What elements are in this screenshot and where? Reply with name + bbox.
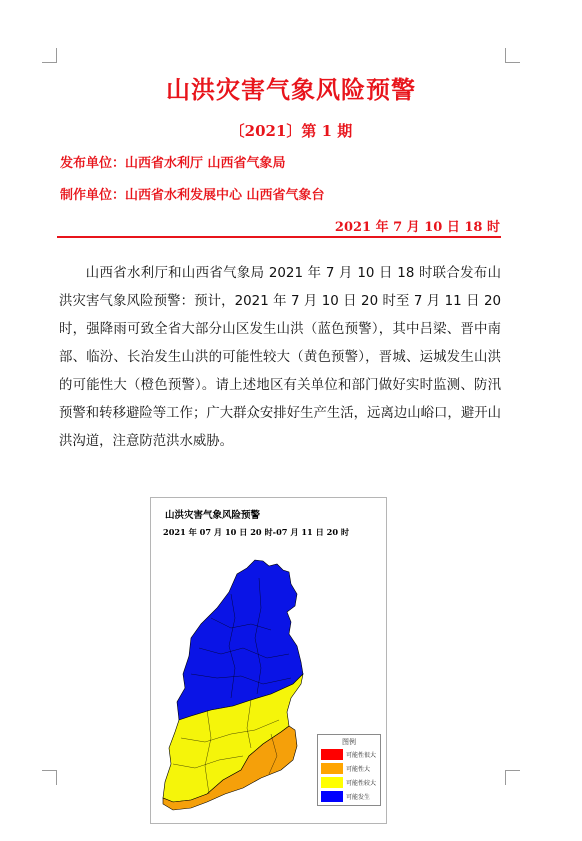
- map-legend: [317, 734, 381, 806]
- crop-mark-top-left: [42, 48, 57, 63]
- publisher-line: 发布单位：山西省水利厅 山西省气象局: [60, 156, 286, 171]
- crop-mark-bottom-left: [42, 770, 57, 785]
- header-divider: [57, 236, 501, 238]
- warning-map: [150, 497, 387, 824]
- issue-number: 〔2021〕第 1 期: [229, 122, 353, 140]
- map-title: 山洪灾害气象风险预警: [165, 510, 261, 521]
- crop-mark-bottom-right: [505, 770, 520, 785]
- legend-label: 可能性较大: [346, 779, 377, 787]
- issue-datetime: 2021 年 7 月 10 日 18 时: [334, 220, 500, 235]
- legend-swatch-yellow: [321, 777, 343, 788]
- legend-item: [318, 775, 380, 789]
- legend-item: [318, 789, 380, 803]
- warning-paragraph: 山西省水利厅和山西省气象局 2021 年 7 月 10 日 18 时联合发布山洪灾害气象风险预警：预计，2021 年 7 月 10 日 20 时至 7 月 11 日 20 时，强降雨可致全省大部分山区发生山洪（蓝色预警），其中吕梁、晋中南部、临汾、长治发生山洪的可能性较大（黄色预警），晋城、运城发生山洪的可能性大（橙色预警）。请上述地区有关单位和部门做好实时监测、防汛预警和转移避险等工作；广大群众安排好生产生活，远离边山峪口，避开山洪沟道，注意防范洪水威胁。: [59, 266, 501, 449]
- legend-swatch-red: [321, 749, 343, 760]
- legend-swatch-orange: [321, 763, 343, 774]
- legend-label: 可能发生: [346, 793, 371, 801]
- legend-swatch-blue: [321, 791, 343, 802]
- crop-mark-top-right: [505, 48, 520, 63]
- legend-label: 可能性大: [346, 765, 371, 773]
- document-title: 山洪灾害气象风险预警: [166, 75, 416, 104]
- map-subtitle: 2021 年 07 月 10 日 20 时-07 月 11 日 20 时: [163, 527, 350, 537]
- legend-item: [318, 761, 380, 775]
- legend-item: [318, 747, 380, 761]
- producer-line: 制作单位：山西省水利发展中心 山西省气象台: [60, 188, 325, 203]
- legend-label: 可能性很大: [346, 751, 377, 759]
- legend-title: 图例: [342, 738, 356, 746]
